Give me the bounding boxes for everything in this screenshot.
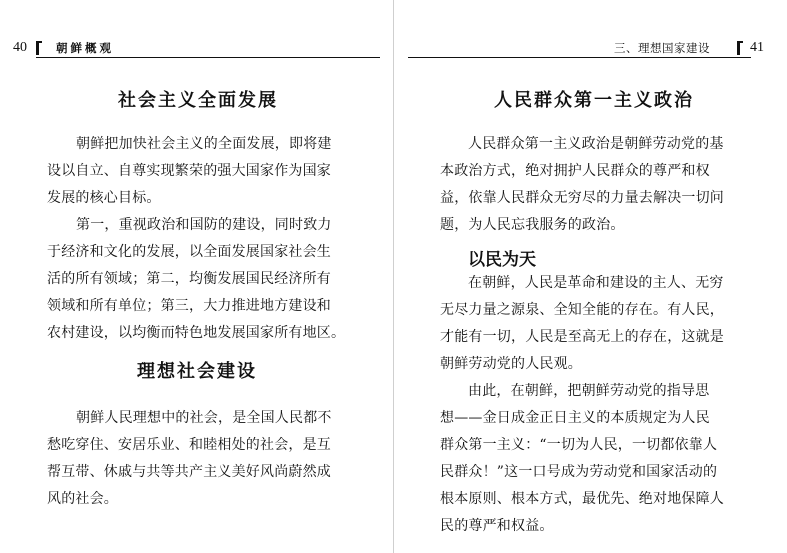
paragraph-line: 设以自立、自尊实现繁荣的强大国家作为国家 <box>47 163 331 179</box>
paragraph-line: 风的社会。 <box>47 491 118 507</box>
paragraph-line: 民的尊严和权益。 <box>440 518 554 534</box>
section-title-socialist-development: 社会主义全面发展 <box>118 90 278 111</box>
paragraph-line: 朝鲜人民理想中的社会，是全国人民都不 <box>76 410 332 426</box>
right-page-header <box>394 38 787 58</box>
paragraph-line: 才能有一切，人民是至高无上的存在，这就是 <box>440 329 724 345</box>
paragraph-line: 发展的核心目标。 <box>47 190 161 206</box>
paragraph-line: 民群众！”这一口号成为劳动党和国家活动的 <box>440 464 718 480</box>
left-page-header <box>0 38 394 58</box>
left-page-number: 40 <box>13 40 27 55</box>
section-title-people-first-politics: 人民群众第一主义政治 <box>494 90 694 111</box>
paragraph-line: 在朝鲜，人民是革命和建设的主人、无穷 <box>468 275 724 291</box>
paragraph-line: 愁吃穿住、安居乐业、和睦相处的社会，是互 <box>47 437 331 453</box>
paragraph-line: 想——金日成金正日主义的本质规定为人民 <box>440 410 710 426</box>
header-bracket-icon <box>737 41 740 55</box>
paragraph-line: 人民群众第一主义政治是朝鲜劳动党的基 <box>468 136 724 152</box>
paragraph-line: 帮互带、休戚与共等共产主义美好风尚蔚然成 <box>47 464 331 480</box>
header-bracket-icon <box>36 41 39 55</box>
paragraph-line: 活的所有领域；第二，均衡发展国民经济所有 <box>47 271 331 287</box>
paragraph-line: 朝鲜把加快社会主义的全面发展，即将建 <box>76 136 332 152</box>
section-title-ideal-society: 理想社会建设 <box>137 361 257 382</box>
paragraph-line: 群众第一主义：“一切为人民，一切都依靠人 <box>440 437 718 453</box>
left-running-title: 朝鲜概观 <box>56 41 114 55</box>
left-header-rule <box>36 57 380 58</box>
paragraph-line: 于经济和文化的发展，以全面发展国家社会生 <box>47 244 331 260</box>
paragraph-line: 朝鲜劳动党的人民观。 <box>440 356 582 372</box>
right-page-number: 41 <box>750 40 764 55</box>
paragraph-line: 农村建设，以均衡而特色地发展国家所有地区。 <box>47 325 346 341</box>
paragraph-line: 益，依靠人民群众无穷尽的力量去解决一切问 <box>440 190 724 206</box>
paragraph-line: 本政治方式，绝对拥护人民群众的尊严和权 <box>440 163 710 179</box>
right-running-title: 三、理想国家建设 <box>614 41 710 55</box>
right-page <box>394 0 787 553</box>
paragraph-line: 由此，在朝鲜，把朝鲜劳动党的指导思 <box>468 383 710 399</box>
paragraph-line: 题，为人民忘我服务的政治。 <box>440 217 625 233</box>
paragraph-line: 第一，重视政治和国防的建设，同时致力 <box>76 217 332 233</box>
paragraph-line: 无尽力量之源泉、全知全能的存在。有人民， <box>440 302 724 318</box>
paragraph-line: 根本原则、根本方式，最优先、绝对地保障人 <box>440 491 724 507</box>
sub-heading-people-as-heaven: 以民为天 <box>468 250 536 270</box>
paragraph-line: 领域和所有单位；第三，大力推进地方建设和 <box>47 298 331 314</box>
